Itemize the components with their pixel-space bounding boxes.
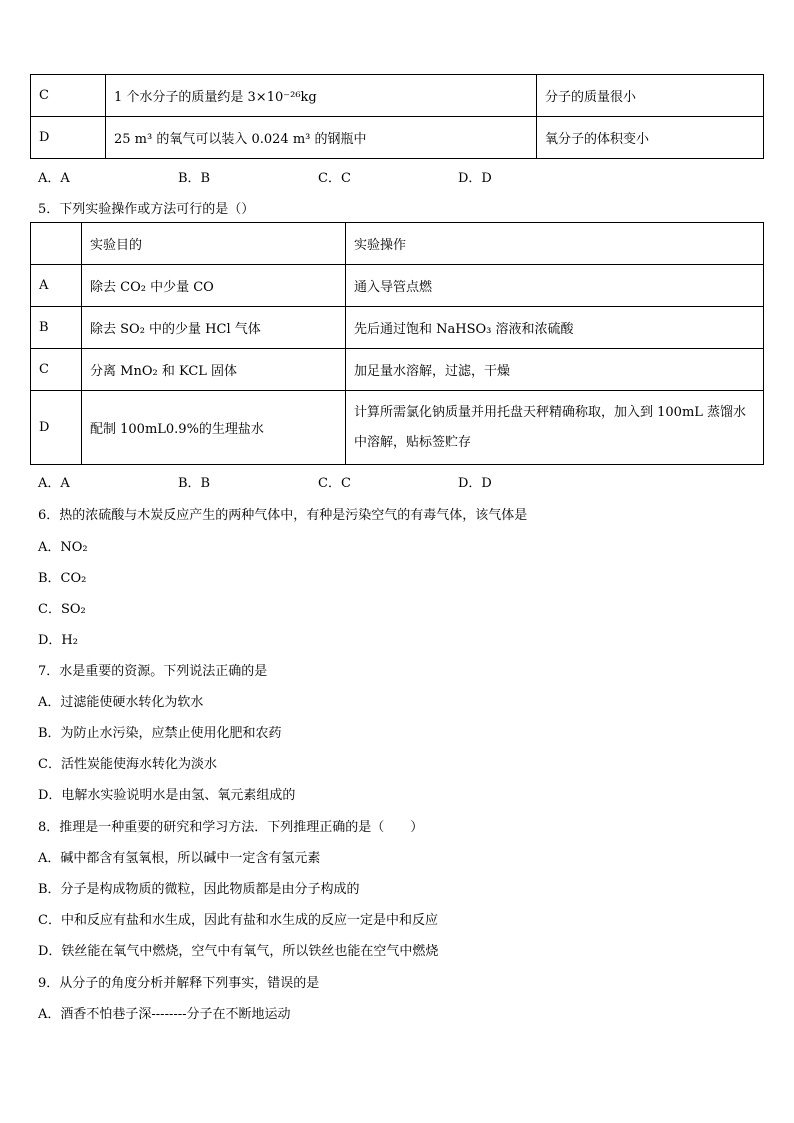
q6-option-a: A．NO₂	[38, 540, 88, 555]
row-fact: 25 m³ 的氧气可以装入 0.024 m³ 的钢瓶中	[106, 117, 537, 159]
q7-stem: 7．水是重要的资源。下列说法正确的是	[38, 664, 268, 679]
header-operation: 实验操作	[346, 223, 764, 265]
q6-option-d: D．H₂	[38, 633, 78, 648]
row-purpose: 除去 SO₂ 中的少量 HCl 气体	[82, 307, 346, 349]
q7-option-b: B．为防止水污染，应禁止使用化肥和农药	[38, 726, 282, 741]
q4-table	[30, 74, 764, 159]
row-label: C	[31, 349, 82, 391]
q8-option-d: D．铁丝能在氧气中燃烧，空气中有氧气，所以铁丝也能在空气中燃烧	[38, 944, 439, 959]
q5-stem: 5．下列实验操作或方法可行的是（）	[38, 202, 255, 217]
table-row	[31, 349, 764, 391]
q8-stem: 8．推理是一种重要的研究和学习方法．下列推理正确的是（ ）	[38, 820, 424, 835]
table-row	[31, 75, 764, 117]
q9-stem: 9．从分子的角度分析并解释下列事实，错误的是	[38, 976, 320, 991]
q5-table	[30, 222, 764, 465]
row-explanation: 氧分子的体积变小	[537, 117, 764, 159]
table-row	[31, 265, 764, 307]
row-operation: 先后通过饱和 NaHSO₃ 溶液和浓硫酸	[346, 307, 764, 349]
header-purpose: 实验目的	[82, 223, 346, 265]
row-operation: 计算所需氯化钠质量并用托盘天秤精确称取，加入到 100mL 蒸馏水中溶解，贴标签贮存	[346, 391, 764, 465]
option-d: D．D	[458, 171, 492, 186]
q6-stem: 6．热的浓硫酸与木炭反应产生的两种气体中，有种是污染空气的有毒气体，该气体是	[38, 508, 528, 523]
row-explanation: 分子的质量很小	[537, 75, 764, 117]
option-a: A．A	[38, 476, 70, 491]
q7-option-d: D．电解水实验说明水是由氢、氧元素组成的	[38, 788, 296, 803]
row-operation: 加足量水溶解，过滤，干燥	[346, 349, 764, 391]
q7-option-a: A．过滤能使硬水转化为软水	[38, 695, 204, 710]
option-b: B．B	[178, 171, 211, 186]
q7-option-c: C．活性炭能使海水转化为淡水	[38, 757, 217, 772]
table-row	[31, 391, 764, 465]
row-label: B	[31, 307, 82, 349]
q8-option-c: C．中和反应有盐和水生成，因此有盐和水生成的反应一定是中和反应	[38, 913, 438, 928]
row-fact: 1 个水分子的质量约是 3×10⁻²⁶kg	[106, 75, 537, 117]
option-c: C．C	[318, 476, 351, 491]
row-label: D	[31, 391, 82, 465]
table-row	[31, 307, 764, 349]
row-purpose: 配制 100mL0.9%的生理盐水	[82, 391, 346, 465]
option-c: C．C	[318, 171, 351, 186]
table-row	[31, 117, 764, 159]
row-label: C	[31, 75, 106, 117]
q6-option-b: B．CO₂	[38, 571, 87, 586]
option-b: B．B	[178, 476, 211, 491]
q8-option-a: A．碱中都含有氢氧根，所以碱中一定含有氢元素	[38, 851, 321, 866]
option-a: A．A	[38, 171, 70, 186]
q6-option-c: C．SO₂	[38, 602, 86, 617]
q5-options	[38, 472, 598, 491]
header-blank	[31, 223, 82, 265]
row-label: D	[31, 117, 106, 159]
table-header-row	[31, 223, 764, 265]
q4-options	[38, 167, 598, 186]
row-purpose: 除去 CO₂ 中少量 CO	[82, 265, 346, 307]
row-label: A	[31, 265, 82, 307]
option-d: D．D	[458, 476, 492, 491]
row-operation: 通入导管点燃	[346, 265, 764, 307]
q8-option-b: B．分子是构成物质的微粒，因此物质都是由分子构成的	[38, 882, 360, 897]
q9-option-a: A．酒香不怕巷子深--------分子在不断地运动	[38, 1007, 291, 1022]
row-purpose: 分离 MnO₂ 和 KCL 固体	[82, 349, 346, 391]
